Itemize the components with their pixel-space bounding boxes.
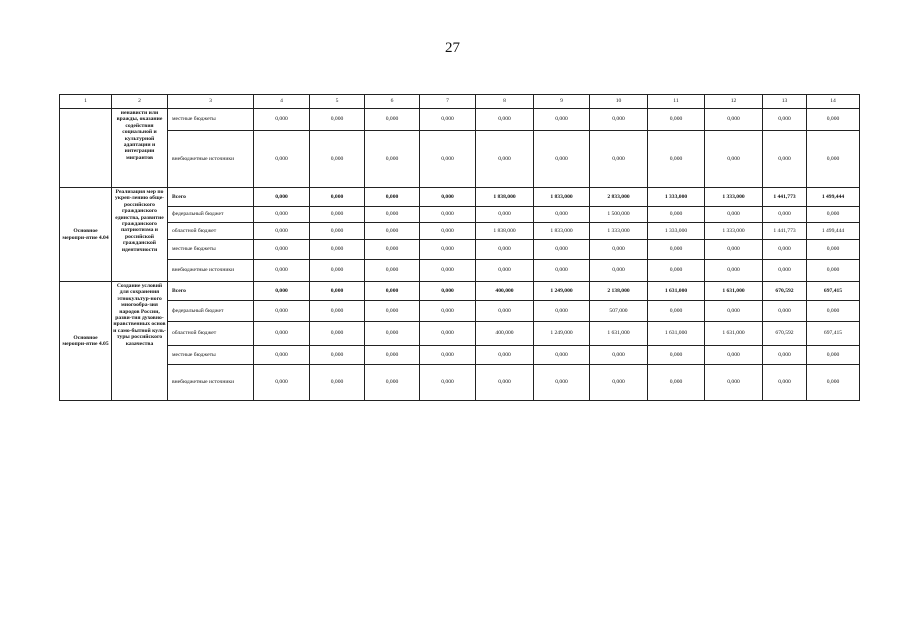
value-cell: 0,000 [590, 131, 648, 188]
value-cell: 0,000 [420, 346, 476, 365]
value-cell: 1 499,444 [807, 188, 860, 207]
value-cell: 0,000 [648, 301, 705, 322]
table-row [60, 188, 860, 207]
value-cell: 0,000 [534, 301, 590, 322]
value-cell: 0,000 [807, 260, 860, 282]
value-cell: 0,000 [534, 109, 590, 131]
value-cell: 0,000 [420, 365, 476, 401]
value-cell: 0,000 [365, 322, 420, 346]
funding-source-cell: местные бюджеты [168, 109, 254, 131]
budget-table [59, 94, 860, 401]
value-cell: 0,000 [476, 207, 534, 223]
value-cell: 0,000 [763, 240, 807, 260]
value-cell: 0,000 [476, 131, 534, 188]
column-header: 8 [476, 95, 534, 109]
value-cell: 1 333,000 [648, 188, 705, 207]
value-cell: 697,415 [807, 322, 860, 346]
value-cell: 0,000 [705, 109, 763, 131]
value-cell: 1 499,444 [807, 223, 860, 240]
value-cell: 0,000 [534, 240, 590, 260]
value-cell: 670,592 [763, 282, 807, 301]
table-row [60, 223, 860, 240]
value-cell: 0,000 [365, 260, 420, 282]
activity-name-cell: ненависти или вражды, оказание содействия социальной и культурной адаптации и интеграции мигрантов [112, 109, 168, 188]
value-cell: 0,000 [763, 207, 807, 223]
value-cell: 0,000 [365, 240, 420, 260]
value-cell: 0,000 [254, 346, 310, 365]
value-cell: 0,000 [254, 365, 310, 401]
value-cell: 0,000 [807, 365, 860, 401]
value-cell: 0,000 [534, 365, 590, 401]
value-cell: 0,000 [763, 365, 807, 401]
activity-code-cell [60, 109, 112, 188]
table-row [60, 260, 860, 282]
value-cell: 1 838,000 [476, 188, 534, 207]
value-cell: 1 249,000 [534, 282, 590, 301]
value-cell: 0,000 [254, 322, 310, 346]
value-cell: 1 333,000 [705, 223, 763, 240]
value-cell: 0,000 [534, 260, 590, 282]
value-cell: 1 333,000 [648, 223, 705, 240]
value-cell: 1 333,000 [590, 223, 648, 240]
value-cell: 0,000 [310, 240, 365, 260]
column-header: 10 [590, 95, 648, 109]
column-header: 11 [648, 95, 705, 109]
value-cell: 0,000 [763, 131, 807, 188]
value-cell: 0,000 [807, 131, 860, 188]
value-cell: 1 631,000 [648, 282, 705, 301]
value-cell: 0,000 [310, 365, 365, 401]
funding-source-cell: областной бюджет [168, 223, 254, 240]
value-cell: 0,000 [476, 260, 534, 282]
value-cell: 0,000 [310, 188, 365, 207]
value-cell: 507,000 [590, 301, 648, 322]
value-cell: 0,000 [648, 109, 705, 131]
value-cell: 0,000 [763, 109, 807, 131]
column-header: 14 [807, 95, 860, 109]
value-cell: 1 441,773 [763, 223, 807, 240]
value-cell: 0,000 [254, 240, 310, 260]
column-header: 2 [112, 95, 168, 109]
column-header: 7 [420, 95, 476, 109]
value-cell: 0,000 [648, 260, 705, 282]
value-cell: 0,000 [254, 301, 310, 322]
value-cell: 0,000 [648, 240, 705, 260]
value-cell: 0,000 [705, 131, 763, 188]
table-body [60, 95, 860, 401]
activity-name-cell: Создание условий для сохранения этнокультур-ного многообра-зия народов России, разви-тия духовно-нравственных основ и само-бытной куль-туры российского казачества [112, 282, 168, 401]
funding-source-cell: внебюджетные источники [168, 365, 254, 401]
value-cell: 0,000 [807, 207, 860, 223]
value-cell: 0,000 [590, 260, 648, 282]
value-cell: 670,592 [763, 322, 807, 346]
table-row [60, 131, 860, 188]
activity-code-cell: Основное меропри-ятие 4.04 [60, 188, 112, 282]
table-row [60, 109, 860, 131]
value-cell: 697,415 [807, 282, 860, 301]
value-cell: 0,000 [365, 109, 420, 131]
value-cell: 0,000 [365, 131, 420, 188]
value-cell: 0,000 [705, 260, 763, 282]
value-cell: 0,000 [254, 109, 310, 131]
value-cell: 0,000 [310, 322, 365, 346]
value-cell: 0,000 [254, 223, 310, 240]
funding-source-cell: областной бюджет [168, 322, 254, 346]
funding-source-cell: внебюджетные источники [168, 131, 254, 188]
value-cell: 0,000 [254, 282, 310, 301]
value-cell: 0,000 [648, 346, 705, 365]
value-cell: 400,000 [476, 282, 534, 301]
value-cell: 2 833,000 [590, 188, 648, 207]
table-row [60, 346, 860, 365]
value-cell: 0,000 [420, 301, 476, 322]
value-cell: 1 631,000 [705, 322, 763, 346]
funding-source-cell: Всего [168, 188, 254, 207]
value-cell: 0,000 [763, 301, 807, 322]
value-cell: 0,000 [254, 207, 310, 223]
table-row [60, 207, 860, 223]
value-cell: 0,000 [365, 207, 420, 223]
funding-source-cell: федеральный бюджет [168, 301, 254, 322]
value-cell: 0,000 [807, 301, 860, 322]
value-cell: 0,000 [365, 346, 420, 365]
table-row [60, 240, 860, 260]
value-cell: 0,000 [365, 188, 420, 207]
value-cell: 0,000 [310, 223, 365, 240]
column-header: 13 [763, 95, 807, 109]
value-cell: 0,000 [648, 365, 705, 401]
funding-source-cell: местные бюджеты [168, 240, 254, 260]
value-cell: 0,000 [590, 109, 648, 131]
value-cell: 0,000 [705, 365, 763, 401]
value-cell: 0,000 [420, 188, 476, 207]
value-cell: 0,000 [310, 207, 365, 223]
value-cell: 0,000 [590, 365, 648, 401]
value-cell: 0,000 [648, 207, 705, 223]
value-cell: 0,000 [420, 109, 476, 131]
funding-source-cell: местные бюджеты [168, 346, 254, 365]
value-cell: 0,000 [310, 131, 365, 188]
value-cell: 1 631,000 [590, 322, 648, 346]
activity-name-cell: Реализация мер по укреп-лению обще-российского гражданского единства, развитие гражданского патриотизма и российской гражданской идентичности [112, 188, 168, 282]
table-row [60, 282, 860, 301]
value-cell: 0,000 [705, 207, 763, 223]
page-number: 27 [445, 40, 460, 56]
column-header: 1 [60, 95, 112, 109]
column-header: 12 [705, 95, 763, 109]
value-cell: 0,000 [534, 207, 590, 223]
value-cell: 0,000 [476, 301, 534, 322]
value-cell: 0,000 [705, 301, 763, 322]
value-cell: 0,000 [476, 109, 534, 131]
value-cell: 0,000 [365, 223, 420, 240]
value-cell: 0,000 [705, 346, 763, 365]
value-cell: 0,000 [763, 346, 807, 365]
table-row [60, 365, 860, 401]
value-cell: 0,000 [365, 365, 420, 401]
value-cell: 1 500,000 [590, 207, 648, 223]
value-cell: 0,000 [310, 346, 365, 365]
header-row [60, 95, 860, 109]
column-header: 4 [254, 95, 310, 109]
value-cell: 0,000 [534, 131, 590, 188]
table-row [60, 301, 860, 322]
value-cell: 1 631,000 [648, 322, 705, 346]
column-header: 3 [168, 95, 254, 109]
column-header: 5 [310, 95, 365, 109]
value-cell: 0,000 [310, 301, 365, 322]
value-cell: 1 333,000 [705, 188, 763, 207]
funding-source-cell: федеральный бюджет [168, 207, 254, 223]
value-cell: 0,000 [420, 240, 476, 260]
value-cell: 0,000 [254, 131, 310, 188]
value-cell: 0,000 [648, 131, 705, 188]
value-cell: 0,000 [476, 346, 534, 365]
value-cell: 0,000 [254, 188, 310, 207]
value-cell: 1 833,000 [534, 188, 590, 207]
value-cell: 0,000 [807, 240, 860, 260]
value-cell: 0,000 [534, 346, 590, 365]
value-cell: 1 441,773 [763, 188, 807, 207]
activity-code-cell: Основное меропри-ятие 4.05 [60, 282, 112, 401]
value-cell: 2 138,000 [590, 282, 648, 301]
value-cell: 0,000 [420, 260, 476, 282]
value-cell: 0,000 [476, 240, 534, 260]
value-cell: 400,000 [476, 322, 534, 346]
value-cell: 0,000 [254, 260, 310, 282]
value-cell: 0,000 [310, 260, 365, 282]
value-cell: 0,000 [420, 223, 476, 240]
value-cell: 0,000 [590, 346, 648, 365]
value-cell: 0,000 [807, 346, 860, 365]
value-cell: 0,000 [310, 282, 365, 301]
funding-source-cell: Всего [168, 282, 254, 301]
column-header: 9 [534, 95, 590, 109]
value-cell: 0,000 [420, 282, 476, 301]
value-cell: 0,000 [310, 109, 365, 131]
value-cell: 0,000 [420, 131, 476, 188]
column-header: 6 [365, 95, 420, 109]
value-cell: 0,000 [590, 240, 648, 260]
value-cell: 0,000 [365, 282, 420, 301]
value-cell: 1 833,000 [534, 223, 590, 240]
value-cell: 0,000 [420, 207, 476, 223]
value-cell: 0,000 [365, 301, 420, 322]
table-row [60, 322, 860, 346]
value-cell: 1 631,000 [705, 282, 763, 301]
funding-source-cell: внебюджетные источники [168, 260, 254, 282]
value-cell: 1 838,000 [476, 223, 534, 240]
value-cell: 0,000 [476, 365, 534, 401]
value-cell: 1 249,000 [534, 322, 590, 346]
value-cell: 0,000 [420, 322, 476, 346]
value-cell: 0,000 [705, 240, 763, 260]
value-cell: 0,000 [763, 260, 807, 282]
value-cell: 0,000 [807, 109, 860, 131]
